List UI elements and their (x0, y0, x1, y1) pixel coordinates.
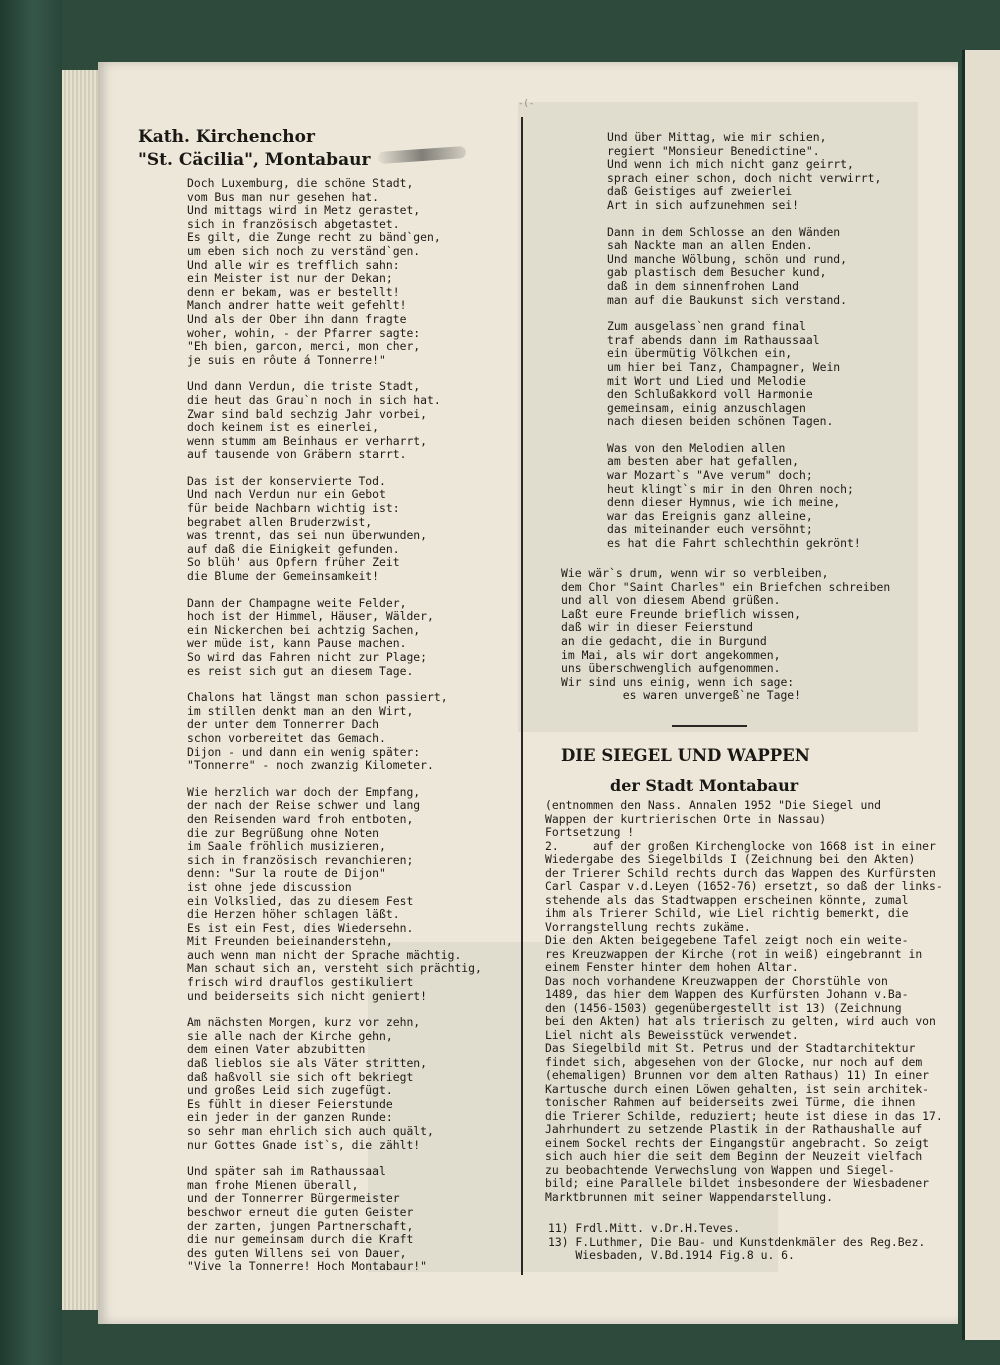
article-line: ihm als Trierer Schild, wie Liel richtig bemerkt, die (545, 906, 909, 920)
poem-line: und der Tonnerrer Bürgermeister (187, 1191, 400, 1206)
article-line: einem Sockel rechts der Eingangstür angebracht. So zeigt (545, 1135, 930, 1150)
poem-stanza (187, 1016, 482, 1152)
poem-line: es waren unvergeß`ne Tage! (561, 688, 802, 703)
poem-line: denn: "Sur la route de Dijon" (187, 866, 386, 881)
poem-line: ein Volkslied, das zu diesem Fest (187, 893, 414, 908)
poem-line: Und später sah im Rathaussaal (187, 1164, 386, 1179)
poem-line: Dann der Champagne weite Felder, (187, 595, 407, 610)
poem-line: So wird das Fahren nicht zur Plage; (187, 650, 428, 664)
poem-line: Art in sich aufzunehmen sei! (607, 197, 800, 212)
poem-stanza (187, 380, 482, 462)
poem-line: Wie herzlich war doch der Empfang, (187, 784, 421, 799)
article-line: Die den Akten beigegebene Tafel zeigt noch ein weite- (545, 933, 909, 947)
article-line: Carl Caspar v.d.Leyen (1652-76) ersetzt, so daß der links- (545, 879, 943, 893)
poem-line: nach diesen beiden schönen Tagen. (607, 414, 834, 429)
poem-line: Zwar sind bald sechzig Jahr vorbei, (187, 406, 428, 421)
poem-line: je suis en rôute á Tonnerre!" (187, 352, 386, 367)
footnote-line: 11) Frdl.Mitt. v.Dr.H.Teves. (548, 1221, 741, 1235)
article-line: Das noch vorhandene Kreuzwappen der Chorstühle von (545, 973, 888, 988)
poem-line: Und dann Verdun, die triste Stadt, (187, 379, 421, 394)
poem-line: denn er bekam, was er bestellt! (187, 284, 400, 299)
poem-line: Chalons hat längst man schon passiert, (187, 690, 448, 705)
poem-line: daß wir in dieser Feierstund (561, 620, 754, 635)
article-line: Marktbrunnen mit seiner Wappendarstellung. (545, 1189, 834, 1204)
poem-line: woher, wohin, - der Pfarrer sagte: (187, 325, 421, 340)
section-rule (672, 725, 747, 727)
poem-line: Und als der Ober ihn dann fragte (187, 311, 407, 326)
article-line: Kartusche durch einen Löwen gehalten, ist sein architek- (545, 1081, 930, 1096)
article-line: bei den Akten) hat als trierisch zu gelten, wird auch von (545, 1014, 936, 1028)
article-body (545, 799, 943, 1204)
poem-stanza (187, 177, 482, 367)
poem-line: sah Nackte man an allen Enden. (607, 238, 813, 253)
poem-line: gab plastisch dem Besucher kund, (607, 265, 827, 280)
article-line: (entnommen den Nass. Annalen 1952 "Die Siegel und (545, 798, 882, 812)
article-line: Jahrhundert zu setzende Plastik in der Rathaushalle auf (545, 1122, 923, 1136)
poem-line: Zum ausgelass`nen grand final (607, 319, 806, 334)
poem-line: daß Geistiges auf zweierlei (607, 184, 793, 199)
article-line: Wiedergabe des Siegelbilds I (Zeichnung bei den Akten) (545, 852, 916, 866)
poem-line: uns überschwenglich aufgenommen. (561, 661, 781, 676)
poem-line: Wir sind uns einig, wenn ich sage: (561, 674, 795, 689)
poem-line: ein jeder in der ganzen Runde: (187, 1110, 393, 1125)
poem-line: Man schaut sich an, versteht sich prächtig, (187, 961, 482, 976)
article-line: die Trierer Schilde, reduziert; heute ist diese in das 17. (545, 1108, 943, 1123)
article-line: Fortsetzung ! (545, 825, 635, 839)
poem-line: um eben sich noch zu verständ`gen. (187, 243, 421, 258)
article-line: den (1456-1503) gegenübergestellt ist 13) (Zeichnung (545, 1000, 902, 1015)
poem-line: die Blume der Gemeinsamkeit! (187, 569, 380, 584)
poem-line: auch wenn man nicht der Sprache mächtig. (187, 947, 462, 962)
poem-line: um hier bei Tanz, Champagner, Wein (607, 359, 841, 374)
poem-line: schon vorbereitet das Gemach. (187, 730, 386, 745)
poem-line: wer müde ist, kann Pause machen. (187, 636, 407, 651)
poem-line: die zur Begrüßung ohne Noten (187, 825, 380, 840)
poem-line: vom Bus man nur gesehen hat. (187, 189, 380, 204)
poem-line: der unter dem Tonnerrer Dach (187, 717, 380, 732)
poem-line: im stillen denkt man an den Wirt, (187, 703, 414, 718)
poem-line: Es fühlt in dieser Feierstunde (187, 1096, 393, 1111)
article-footnotes (548, 1222, 925, 1263)
poem-line: Dann in dem Schlosse an den Wänden (607, 224, 841, 239)
poem-stanza (607, 442, 881, 551)
article-line: der Trierer Schild rechts durch das Wappen des Kurfürsten (545, 865, 936, 880)
poem-line: am besten aber hat gefallen, (607, 454, 800, 469)
poem-line: auf tausende von Gräbern starrt. (187, 447, 407, 462)
poem-line: im Mai, als wir dort angekommen, (561, 647, 781, 662)
gutter-mark: -(- (518, 99, 535, 109)
poem-line: Doch Luxemburg, die schöne Stadt, (187, 176, 414, 190)
footnote-line: 13) F.Luthmer, Die Bau- und Kunstdenkmäler des Reg.Bez. (548, 1234, 926, 1249)
article-line: tonischer Rahmen auf beiderseits zwei Türme, die ihnen (545, 1095, 916, 1109)
next-page-edge (962, 50, 1000, 1340)
poem-line: sich in französisch revanchieren; (187, 852, 414, 867)
article-line: zu beobachtende Verwechslung von Wappen und Siegel- (545, 1162, 895, 1177)
poem-line: Und mittags wird in Metz gerastet, (187, 203, 421, 218)
article-line: Wappen der kurtrierischen Orte in Nassau) (545, 811, 827, 826)
article-line: res Kreuzwappen der Kirche (rot in weiß) eingebrannt in (545, 946, 923, 961)
poem-line: der zarten, jungen Partnerschaft, (187, 1218, 414, 1233)
article-line: Vorrangstellung rechts zukäme. (545, 919, 751, 934)
poem-line: Es ist ein Fest, dies Wiedersehn. (187, 920, 414, 935)
article-line: einem Fenster hinter dem hohen Altar. (545, 960, 799, 974)
poem-line: daß haßvoll sie sich oft bekriegt (187, 1069, 414, 1084)
poem-line: sprach einer schon, doch nicht verwirrt, (607, 170, 882, 185)
poem-line: Und alle wir es trefflich sahn: (187, 257, 400, 272)
poem-line: man frohe Mienen überall, (187, 1177, 359, 1192)
poem-line: Das ist der konservierte Tod. (187, 473, 386, 488)
column-divider (521, 117, 523, 1275)
poem-line: heut klingt`s mir in den Ohren noch; (607, 481, 854, 496)
choir-title: Kath. Kirchenchor (138, 127, 315, 147)
poem-line: es reist sich gut an diesem Tage. (187, 663, 414, 678)
poem-line: dem Chor "Saint Charles" ein Briefchen schreiben (561, 579, 891, 594)
poem-line: "Eh bien, garcon, merci, mon cher, (187, 339, 421, 354)
poem-line: die heut das Grau`n noch in sich hat. (187, 392, 441, 407)
poem-line: hoch ist der Himmel, Häuser, Wälder, (187, 609, 434, 624)
poem-line: "Vive la Tonnerre! Hoch Montabaur!" (187, 1259, 428, 1274)
article-line: Liel nicht als Beweisstück verwendet. (545, 1027, 799, 1042)
poem-line: so sehr man ehrlich sich auch quält, (187, 1124, 434, 1138)
poem-line: Und manche Wölbung, schön und rund, (607, 251, 848, 266)
poem-line: ein übermütig Völkchen ein, (607, 346, 793, 361)
poem-stanza (607, 320, 881, 429)
poem-line: "Tonnerre" - noch zwanzig Kilometer. (187, 758, 434, 773)
poem-final-stanza (561, 567, 890, 703)
poem-line: des guten Willens sei von Dauer, (187, 1245, 407, 1260)
poem-line: Dijon - und dann ein wenig später: (187, 744, 421, 759)
poem-line: daß in dem sinnenfrohen Land (607, 278, 800, 293)
article-line: stehende als das Stadtwappen erscheinen könnte, zumal (545, 892, 909, 907)
article-line: 1489, das hier dem Wappen des Kurfürsten Johann v.Ba- (545, 987, 909, 1001)
footnote-line: Wiesbaden, V.Bd.1914 Fig.8 u. 6. (548, 1248, 795, 1262)
poem-line: So blüh' aus Opfern früher Zeit (187, 555, 400, 570)
book-binding (0, 0, 62, 1365)
poem-line: und beiderseits sich nicht geniert! (187, 988, 428, 1003)
article-subtitle: der Stadt Montabaur (610, 776, 799, 795)
poem-line: beschwor erneut die guten Geister (187, 1204, 414, 1219)
poem-line: Mit Freunden beieinanderstehn, (187, 934, 393, 949)
poem-line: daß lieblos sie als Väter stritten, (187, 1056, 428, 1071)
article-title: DIE SIEGEL UND WAPPEN (561, 746, 810, 765)
poem-line: Am nächsten Morgen, kurz vor zehn, (187, 1015, 421, 1030)
poem-line: für beide Nachbarn wichtig ist: (187, 501, 400, 516)
poem-line: ein Nickerchen bei achtzig Sachen, (187, 622, 421, 637)
poem-line: begrabet allen Bruderzwist, (187, 514, 373, 529)
poem-line: gemeinsam, einig anzuschlagen (607, 400, 806, 415)
article-line: sich auch hier die seit dem Beginn der Neuzeit vielfach (545, 1149, 923, 1163)
poem-line: sie alle nach der Kirche gehn, (187, 1028, 393, 1043)
poem-line: Wie wär`s drum, wenn wir so verbleiben, (561, 566, 829, 580)
poem-line: ein Meister ist nur der Dekan; (187, 271, 393, 286)
poem-line: denn dieser Hymnus, wie ich meine, (607, 495, 841, 510)
poem-line: was trennt, das sei nun überwunden, (187, 528, 428, 543)
poem-line: dem einen Vater abzubitten (187, 1042, 366, 1057)
poem-line: mit Wort und Lied und Melodie (607, 373, 806, 388)
article-line: bild; eine Parallele bildet insbesondere der Wiesbadener (545, 1176, 930, 1190)
poem-line: wenn stumm am Beinhaus er verharrt, (187, 433, 428, 448)
page-stack-edge (62, 70, 100, 1310)
poem-line: nur Gottes Gnade ist`s, die zählt! (187, 1137, 421, 1152)
poem-line: man auf die Baukunst sich verstand. (607, 292, 848, 307)
article-line: (ehemaligen) Brunnen vor dem alten Rathaus) 11) In einer (545, 1068, 930, 1082)
poem-line: das miteinander euch versöhnt; (607, 522, 813, 537)
poem-line: den Schlußakkord voll Harmonie (607, 387, 813, 402)
article-line: 2. auf der großen Kirchenglocke von 1668 ist in einer (545, 838, 936, 853)
poem-left-column (187, 177, 482, 1287)
poem-stanza (187, 475, 482, 584)
poem-line: im Saale fröhlich musizieren, (187, 839, 386, 854)
article-line: findet sich, abgesehen von der Glocke, nur noch auf dem (545, 1054, 923, 1069)
poem-line: Manch andrer hatte weit gefehlt! (187, 298, 407, 313)
poem-line: Und wenn ich mich nicht ganz geirrt, (607, 157, 854, 172)
poem-line: Und über Mittag, wie mir schien, (607, 130, 827, 144)
poem-line: traf abends dann im Rathaussaal (607, 332, 820, 347)
poem-line: auf daß die Einigkeit gefunden. (187, 541, 400, 556)
poem-right-column (607, 131, 881, 564)
poem-line: der nach der Reise schwer und lang (187, 798, 421, 813)
poem-stanza (607, 131, 881, 213)
poem-line: und all von diesem Abend grüßen. (561, 593, 781, 608)
poem-line: den Reisenden ward froh entboten, (187, 811, 414, 826)
poem-line: die nur gemeinsam durch die Kraft (187, 1232, 414, 1247)
poem-line: Es gilt, die Zunge recht zu bänd`gen, (187, 230, 441, 245)
poem-line: Was von den Melodien allen (607, 440, 786, 455)
poem-line: ist ohne jede discussion (187, 879, 352, 894)
poem-line: an die gedacht, die in Burgund (561, 633, 767, 648)
poem-stanza (607, 226, 881, 308)
poem-line: es hat die Fahrt schlechthin gekrönt! (607, 536, 861, 551)
poem-stanza (187, 597, 482, 679)
poem-line: doch keinem ist es einerlei, (187, 420, 380, 435)
poem-line: die Herzen höher schlagen läßt. (187, 907, 400, 922)
poem-line: frisch wird drauflos gestikuliert (187, 975, 414, 990)
article-line: Das Siegelbild mit St. Petrus und der Stadtarchitektur (545, 1041, 916, 1055)
poem-line: sich in französisch abgetastet. (187, 216, 400, 231)
choir-subtitle: "St. Cäcilia", Montabaur (138, 150, 371, 170)
poem-line: Und nach Verdun nur ein Gebot (187, 487, 386, 502)
poem-stanza (187, 786, 482, 1004)
poem-line: regiert "Monsieur Benedictine". (607, 143, 820, 158)
poem-line: war das Ereignis ganz alleine, (607, 508, 813, 523)
poem-line: und großes Leid sich zugefügt. (187, 1083, 393, 1098)
poem-stanza (187, 1165, 482, 1274)
poem-line: war Mozart`s "Ave verum" doch; (607, 468, 813, 483)
poem-line: Laßt eure Freunde brieflich wissen, (561, 606, 802, 621)
poem-stanza (187, 691, 482, 773)
